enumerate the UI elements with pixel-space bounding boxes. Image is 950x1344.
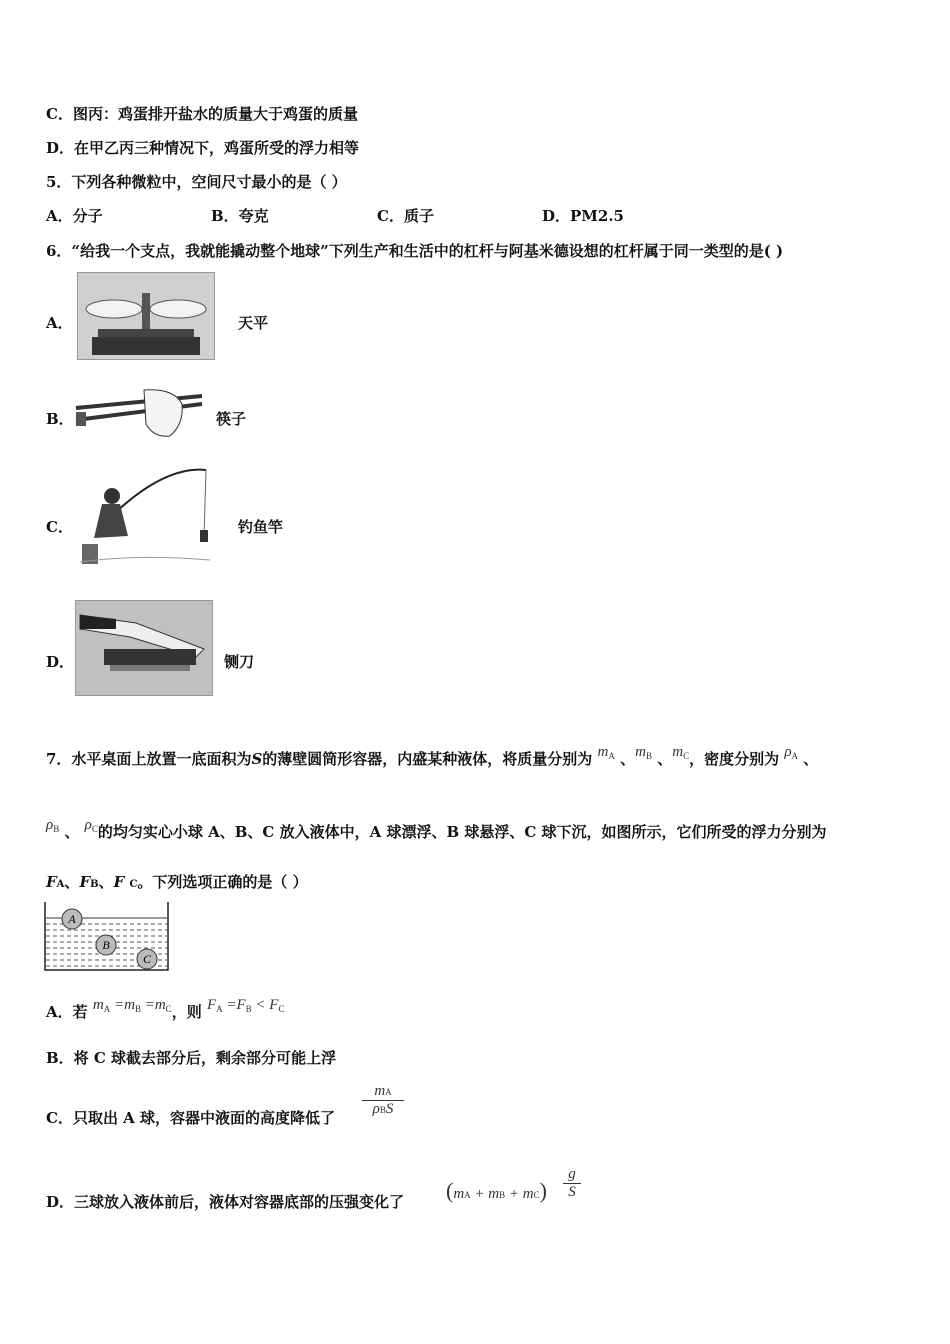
q7-option-a: A．若 $m_A =m_B =m_C$，则 $F_A =F_B < F_C$ [46,997,285,1021]
q5-option-b: B．夸克 [211,207,269,225]
q6-option-d-label: 铡刀 [224,653,255,671]
guillotine-cutter-image [75,600,213,696]
q6-option-b-label: 筷子 [216,410,247,428]
q7-stem-line3-text: 。下列选项正确的是（ ） [137,873,308,891]
q6-option-c-label: 钓鱼竿 [238,518,284,536]
fishing-rod-image [76,466,214,570]
q7-stem-line2: $\rho_B$ 、 $\rho_C$的均匀实心小球 A、B、C 放入液体中，A 球漂浮、B 球悬浮、C 球下沉，如图所示，它们所受的浮力分别为 [46,817,827,841]
q6-option-d-letter: D． [46,653,75,671]
q7-stem-part2: 的薄壁圆筒形容器，内盛某种液体，将质量分别为 [262,750,593,768]
q7-option-d-fraction: $\frac{g}{S}$ [563,1166,581,1201]
q5-stem: 5．下列各种微粒中，空间尺寸最小的是（ ） [46,173,347,191]
q7-area-symbol: S [251,750,263,768]
q7-stem-line2-text: 的均匀实心小球 A、B、C 放入液体中，A 球漂浮、B 球悬浮、C 球下沉，如图所示，它们所受的浮力分别为 [97,823,827,841]
q7-option-b: B．将 C 球截去部分后，剩余部分可能上浮 [46,1049,337,1067]
q7-option-a-prefix: A．若 [46,1003,88,1021]
q4-option-c: C．图丙：鸡蛋排开盐水的质量大于鸡蛋的质量 [46,105,358,123]
q7-option-d-expression: (mA + mB + mC) [446,1178,547,1203]
q7-option-d: D．三球放入液体前后，液体对容器底部的压强变化了 [46,1193,405,1211]
balance-scale-image [77,272,215,360]
q6-option-a-label: 天平 [238,314,269,332]
container-diagram [43,902,171,972]
q5-option-d: D．PM2.5 [542,207,624,225]
q5-option-c: C．质子 [377,207,434,225]
q7-option-c: C．只取出 A 球，容器中液面的高度降低了 [46,1109,336,1127]
q5-option-a: A．分子 [46,207,103,225]
q6-option-b-letter: B． [46,410,74,428]
q6-stem: 6．“给我一个支点，我就能撬动整个地球”下列生产和生活中的杠杆与阿基米德设想的杠杆属于同一类型的是( ) [46,242,784,260]
q7-option-a-mid: ，则 [171,1003,202,1021]
ball-a-label: A [68,912,76,926]
q4-option-d: D．在甲乙丙三种情况下，鸡蛋所受的浮力相等 [46,139,360,157]
q7-stem-part1: 7．水平桌面上放置一底面积为 [46,750,252,768]
chopsticks-image [74,378,206,440]
q7-stem-line3: FA、FB、F C。下列选项正确的是（ ） [46,873,308,891]
ball-c-label: C [142,952,152,966]
ball-b-label: B [102,938,110,952]
q6-option-a-letter: A． [46,314,73,332]
q7-stem-line1: 7．水平桌面上放置一底面积为S的薄壁圆筒形容器，内盛某种液体，将质量分别为 $m_A$ 、$m_B$ 、$m_C$，密度分别为 $\rho_A$ 、 [46,744,819,768]
q7-stem-part3: ，密度分别为 [689,750,780,768]
q6-option-c-letter: C． [46,518,73,536]
q7-option-c-fraction: mA ρBS [362,1083,404,1118]
